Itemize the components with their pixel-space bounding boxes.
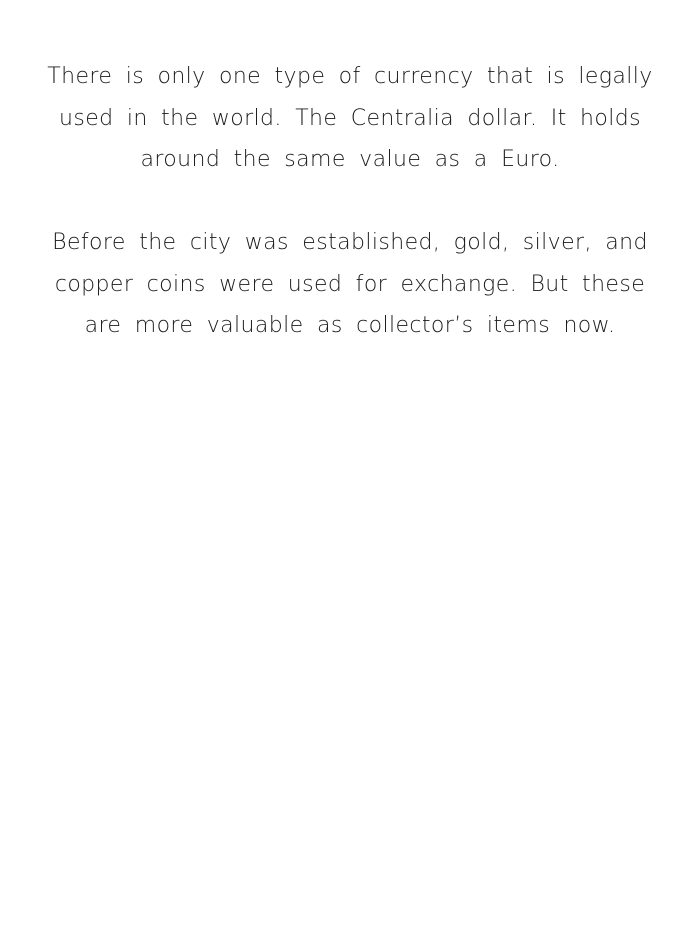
text-line: There is only one type of currency that is legally: [47, 64, 653, 89]
text-line: copper coins were used for exchange. But these: [54, 271, 646, 297]
paragraph-history: [40, 222, 660, 347]
paragraph-currency: [40, 56, 660, 181]
text-line: are more valuable as collector’s items now.: [84, 313, 616, 338]
text-line: used in the world. The Centralia dollar. It holds: [58, 105, 641, 131]
text-line: Before the city was established, gold, silver, and: [52, 230, 648, 255]
text-line: around the same value as a Euro.: [140, 147, 560, 172]
